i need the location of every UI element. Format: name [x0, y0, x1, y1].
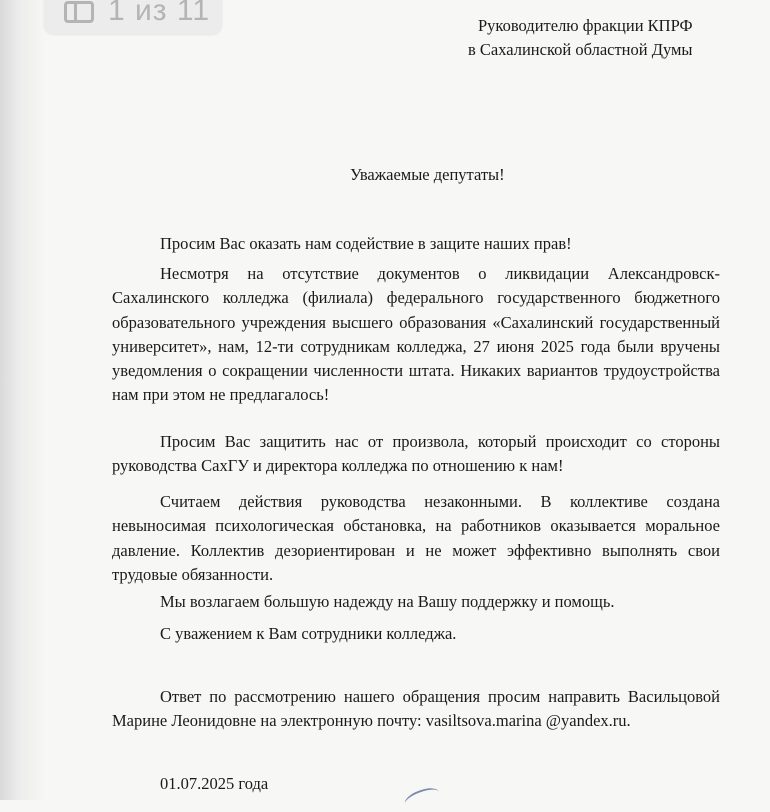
paragraph: Просим Вас защитить нас от произвола, который происходит со стороны руководства СахГУ и директора колледжа по отношению к нам!: [112, 432, 720, 476]
addressee-line: в Сахалинской областной Думы: [468, 40, 693, 59]
paragraph: Считаем действия руководства незаконными. В коллективе создана невыносимая психологическая обстановка, на работников оказывается моральное давление. Коллектив дезориентирован и не может эффективно выполнять свои трудовые обязанности.: [112, 492, 720, 584]
paragraph: С уважением к Вам сотрудники колледжа.: [160, 624, 457, 643]
page-indicator-text: 1 из 11: [108, 0, 211, 27]
greeting: Уважаемые депутаты!: [350, 165, 505, 184]
paragraph: Просим Вас оказать нам содействие в защите наших прав!: [160, 234, 572, 253]
paragraph: Мы возлагаем большую надежду на Вашу поддержку и помощь.: [160, 592, 615, 611]
page-edge-shadow: [0, 0, 46, 800]
paragraph: Несмотря на отсутствие документов о ликвидации Александровск-Сахалинского колледжа (филиала) федерального государственного бюджетного образовательного учреждения высшего образования «Сахалинский государственный университет», нам, 12-ти сотрудникам колледжа, 27 июня 2025 года были вручены уведомления о сокращении численности штата. Никаких вариантов трудоустройства нам при этом не предлагалось!: [112, 264, 720, 405]
addressee-line: Руководителю фракции КПРФ: [478, 16, 693, 35]
pages-icon: [64, 1, 94, 23]
addressee-block: [468, 14, 738, 62]
page-indicator[interactable]: [44, 0, 222, 34]
paragraph: Ответ по рассмотрению нашего обращения просим направить Васильцовой Марине Леонидовне на электронную почту: vasiltsova.marina @yandex.ru.: [112, 687, 720, 731]
bleed-through-marks: [680, 134, 761, 215]
letter-date: 01.07.2025 года: [160, 774, 269, 793]
signature-stroke: [402, 784, 441, 811]
